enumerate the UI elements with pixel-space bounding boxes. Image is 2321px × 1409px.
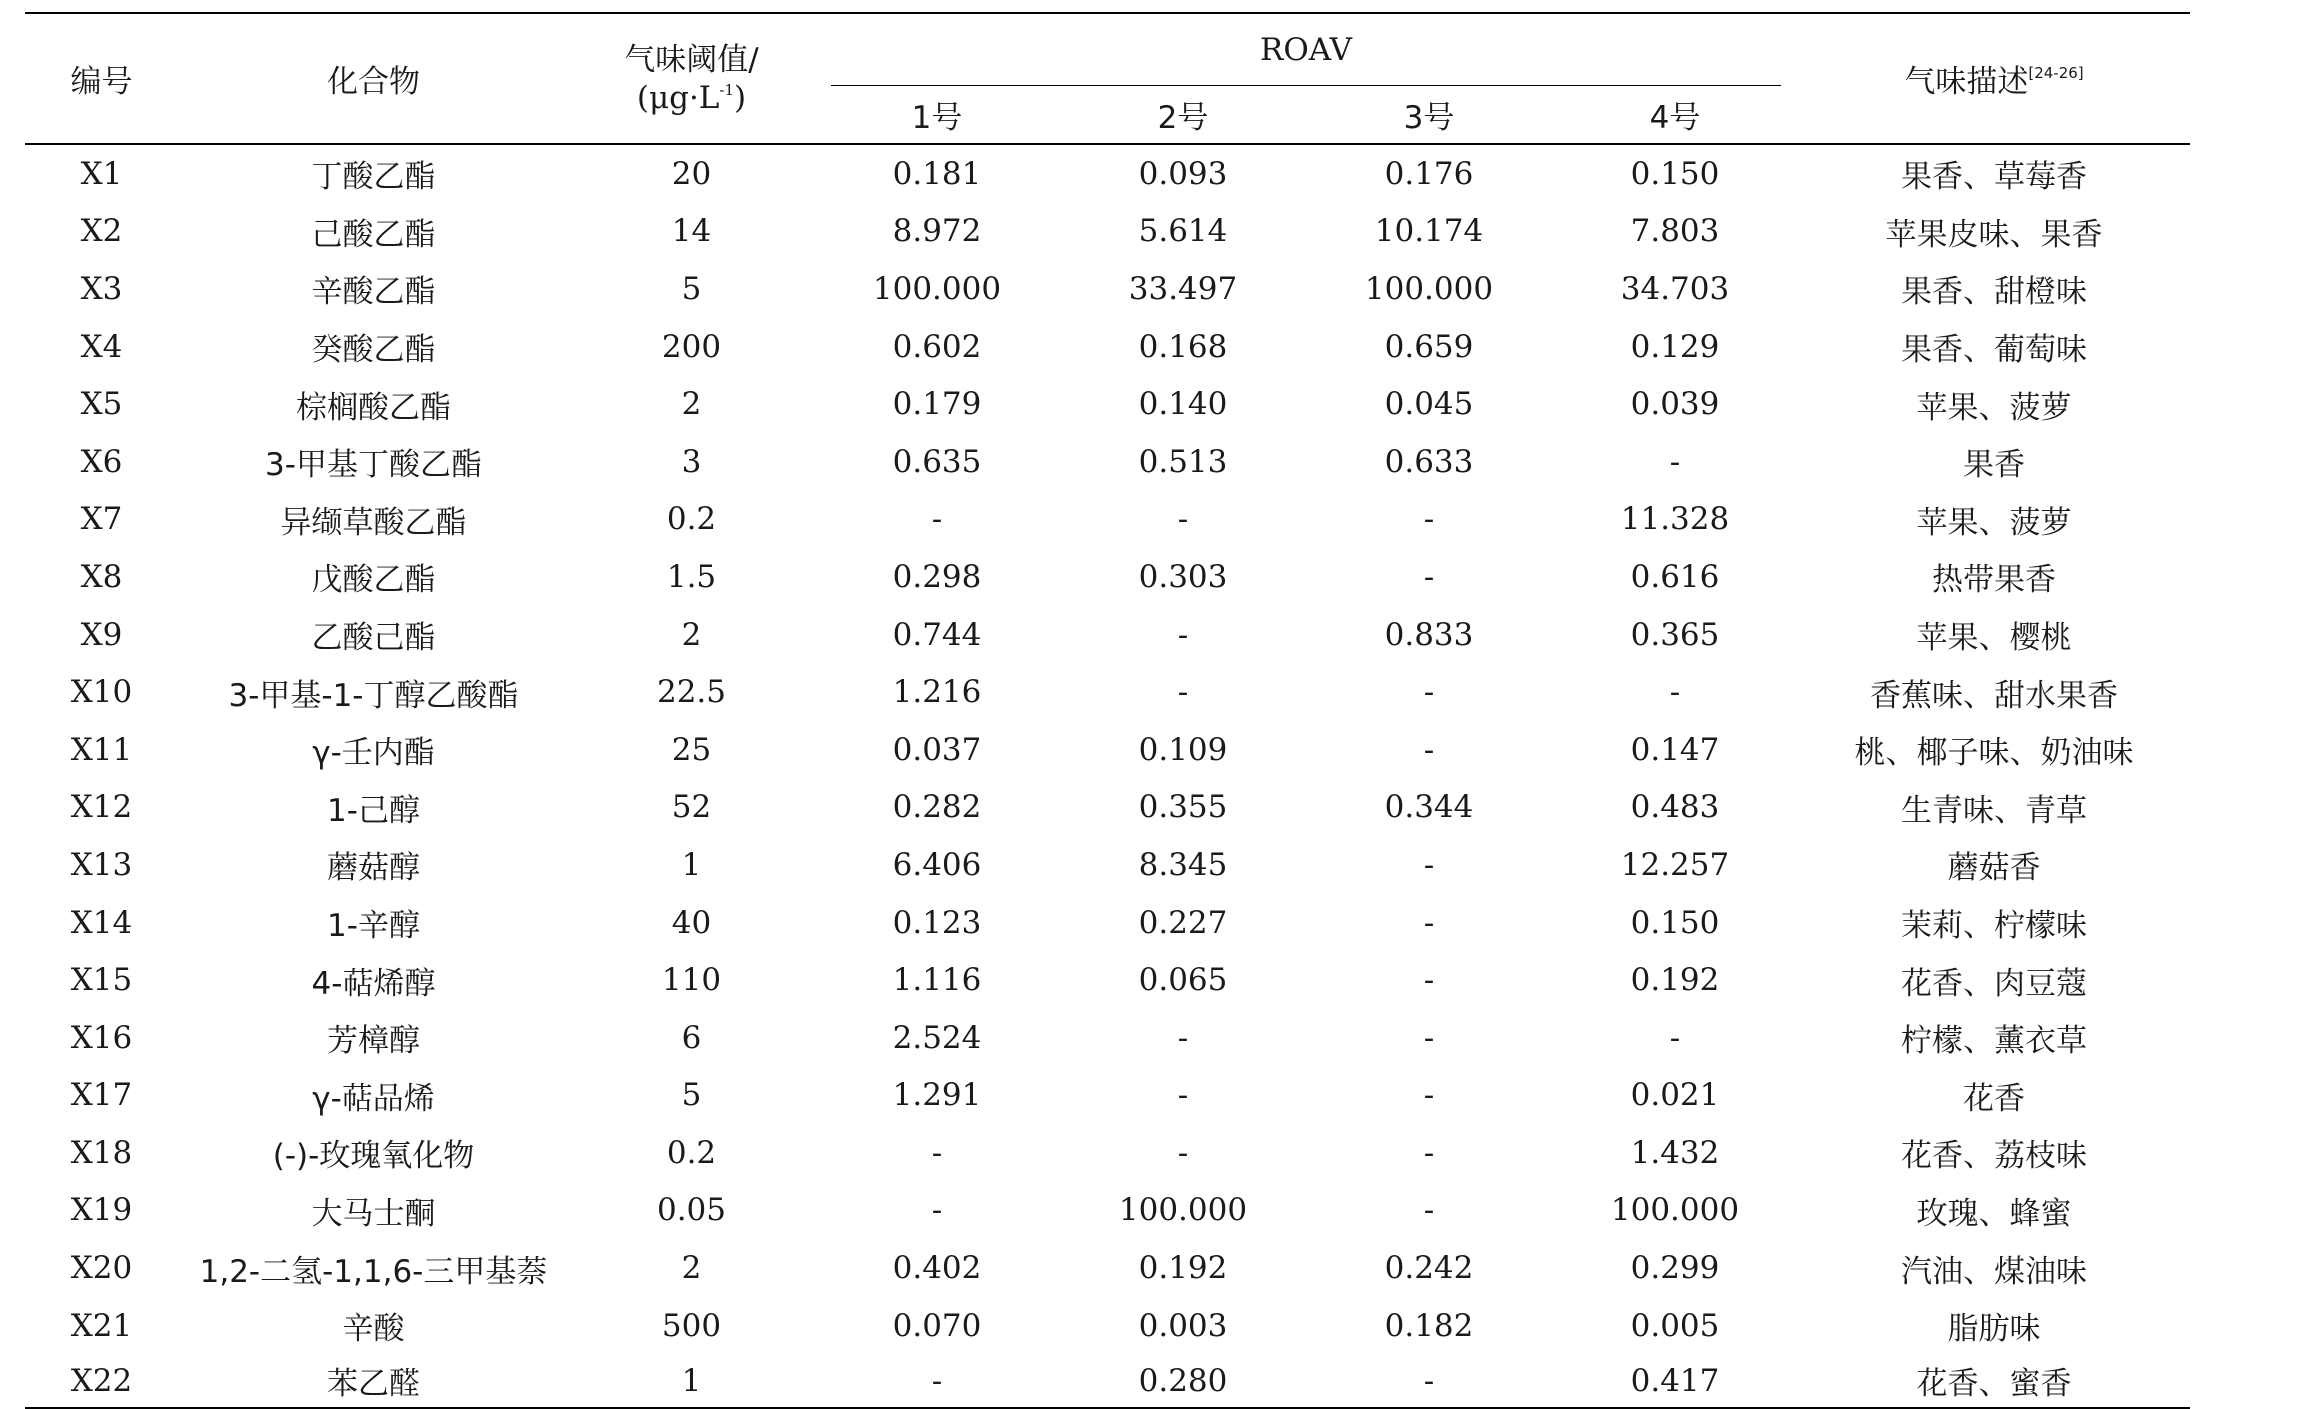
cell-odor: 花香、肉豆蔻 (1901, 965, 2087, 1002)
cell-threshold: 110 (661, 962, 722, 999)
header-id: 编号 (25, 13, 178, 144)
table-row (25, 663, 2190, 721)
cell-roav-2: - (1177, 1019, 1189, 1056)
cell-odor: 柠檬、薰衣草 (1901, 1023, 2087, 1060)
header-roav-rule (831, 85, 1781, 86)
table-row (25, 548, 2190, 606)
cell-roav-4: 0.005 (1630, 1307, 1720, 1344)
cell-id: X14 (70, 904, 133, 941)
cell-roav-3: - (1423, 501, 1435, 538)
cell-roav-3: - (1306, 1354, 1552, 1408)
header-sample-4: 4号 (1552, 86, 1798, 144)
cell-id: X3 (80, 270, 123, 307)
cell-roav-2: 0.280 (1060, 1354, 1306, 1408)
cell-id: X19 (70, 1192, 133, 1229)
cell-roav-3: 10.174 (1374, 213, 1484, 250)
cell-odor: 桃、椰子味、奶油味 (1854, 735, 2134, 772)
cell-roav-1: - (814, 1354, 1060, 1408)
header-sample-3: 3号 (1306, 86, 1552, 144)
cell-odor: 花香、蜜香 (1798, 1354, 2190, 1408)
cell-roav-3: 0.242 (1384, 1250, 1474, 1287)
cell-roav-2: 0.355 (1138, 789, 1228, 826)
table-row (25, 433, 2190, 491)
cell-odor: 果香、甜橙味 (1901, 274, 2087, 311)
cell-roav-3: 0.833 (1384, 616, 1474, 653)
table-row (25, 836, 2190, 894)
cell-roav-3: - (1423, 674, 1435, 711)
cell-roav-2: 100.000 (1118, 1192, 1248, 1229)
cell-roav-1: 0.037 (892, 731, 982, 768)
cell-roav-2: 5.614 (1138, 213, 1228, 250)
cell-roav-4: 0.150 (1630, 155, 1720, 192)
cell-roav-1: - (931, 1192, 943, 1229)
header-odor (1798, 13, 2190, 144)
cell-roav-3: 0.045 (1384, 386, 1474, 423)
cell-id: X8 (80, 558, 123, 595)
cell-roav-2: - (1177, 1134, 1189, 1171)
table-row (25, 1297, 2190, 1355)
cell-roav-1: 0.123 (892, 904, 982, 941)
cell-id: X12 (70, 789, 133, 826)
cell-roav-4: 7.803 (1630, 213, 1720, 250)
cell-roav-1: 6.406 (892, 846, 982, 883)
header-threshold-line2 (569, 79, 814, 117)
cell-compound: 1,2-二氢-1,1,6-三甲基萘 (199, 1253, 548, 1290)
cell-compound: 1-己醇 (327, 792, 420, 829)
cell-threshold: 3 (681, 443, 702, 480)
cell-compound: 异缬草酸乙酯 (280, 504, 467, 541)
cell-roav-1: - (931, 501, 943, 538)
header-odor-label: 气味描述 (1904, 64, 2029, 100)
cell-odor: 生青味、青草 (1901, 792, 2087, 829)
cell-odor: 蘑菇香 (1947, 850, 2041, 887)
table-body (25, 144, 2190, 1408)
cell-roav-3: - (1423, 846, 1435, 883)
cell-compound: γ-壬内酯 (312, 735, 435, 772)
cell-roav-2: - (1177, 616, 1189, 653)
cell-roav-4: 12.257 (1620, 846, 1730, 883)
cell-compound: 辛酸 (342, 1311, 405, 1348)
cell-threshold: 1 (681, 846, 702, 883)
cell-roav-4: 0.039 (1630, 386, 1720, 423)
table-row (25, 894, 2190, 952)
cell-threshold: 2 (681, 616, 702, 653)
cell-odor: 脂肪味 (1947, 1311, 2041, 1348)
cell-roav-1: 1.216 (892, 674, 982, 711)
cell-roav-4: 0.147 (1630, 731, 1720, 768)
cell-compound: 丁酸乙酯 (311, 159, 436, 196)
cell-odor: 花香、荔枝味 (1901, 1138, 2087, 1175)
cell-roav-4: 34.703 (1620, 270, 1730, 307)
cell-compound: 辛酸乙酯 (311, 274, 436, 311)
cell-roav-1: 0.402 (892, 1250, 982, 1287)
cell-roav-4: 11.328 (1620, 501, 1730, 538)
cell-compound: 棕榈酸乙酯 (296, 389, 451, 426)
header-threshold-unit: (μg·L (636, 79, 720, 116)
table-row (25, 375, 2190, 433)
cell-roav-2: 0.513 (1138, 443, 1228, 480)
table-row (25, 144, 2190, 203)
cell-roav-2: 0.065 (1138, 962, 1228, 999)
cell-roav-3: - (1423, 1134, 1435, 1171)
cell-id: X21 (70, 1307, 133, 1344)
header-sample-2: 2号 (1060, 86, 1306, 144)
cell-roav-3: 0.182 (1384, 1307, 1474, 1344)
cell-roav-3: 0.633 (1384, 443, 1474, 480)
cell-roav-3: - (1423, 1019, 1435, 1056)
cell-roav-2: 8.345 (1138, 846, 1228, 883)
cell-roav-2: 0.140 (1138, 386, 1228, 423)
cell-roav-4: 1.432 (1630, 1134, 1720, 1171)
cell-roav-2: - (1177, 1077, 1189, 1114)
header-threshold-close: ) (734, 79, 747, 116)
cell-roav-1: 0.181 (892, 155, 982, 192)
header-odor-ref: [24-26] (2028, 64, 2084, 82)
table-row (25, 606, 2190, 664)
cell-roav-1: 0.282 (892, 789, 982, 826)
cell-roav-3: - (1423, 1192, 1435, 1229)
cell-compound: 戊酸乙酯 (311, 562, 436, 599)
cell-id: X1 (80, 155, 123, 192)
cell-odor: 花香 (1963, 1080, 2025, 1117)
cell-roav-4: - (1669, 443, 1681, 480)
cell-compound: 3-甲基-1-丁醇乙酸酯 (228, 677, 519, 714)
cell-id: X15 (70, 962, 133, 999)
cell-roav-3: - (1423, 558, 1435, 595)
cell-id: X11 (70, 731, 133, 768)
cell-roav-1: 0.298 (892, 558, 982, 595)
cell-id: X13 (70, 846, 133, 883)
cell-compound: 芳樟醇 (327, 1023, 420, 1060)
header-roav: ROAV (1260, 32, 1352, 68)
cell-roav-1: 0.744 (892, 616, 982, 653)
cell-compound: 蘑菇醇 (327, 850, 420, 887)
table-row (25, 491, 2190, 549)
cell-roav-1: 0.635 (892, 443, 982, 480)
cell-threshold: 200 (661, 328, 722, 365)
cell-threshold: 25 (671, 731, 712, 768)
cell-odor: 苹果、樱桃 (1916, 620, 2072, 657)
cell-roav-2: - (1177, 674, 1189, 711)
cell-odor: 玫瑰、蜂蜜 (1916, 1195, 2072, 1232)
cell-odor: 果香、葡萄味 (1901, 332, 2087, 369)
cell-roav-4: 0.417 (1552, 1354, 1798, 1408)
cell-threshold: 52 (671, 789, 712, 826)
cell-roav-4: 0.150 (1630, 904, 1720, 941)
cell-compound: (-)-玫瑰氧化物 (272, 1138, 475, 1175)
cell-roav-2: 0.003 (1138, 1307, 1228, 1344)
table-row (25, 260, 2190, 318)
cell-compound: 乙酸己酯 (311, 620, 436, 657)
cell-roav-1: 1.291 (892, 1077, 982, 1114)
cell-roav-1: 8.972 (892, 213, 982, 250)
cell-odor: 苹果皮味、果香 (1885, 216, 2103, 253)
cell-compound: γ-萜品烯 (312, 1080, 435, 1117)
cell-odor: 热带果香 (1932, 562, 2056, 599)
cell-threshold: 1.5 (666, 558, 717, 595)
cell-threshold: 6 (681, 1019, 702, 1056)
cell-roav-1: 0.070 (892, 1307, 982, 1344)
cell-roav-3: 100.000 (1364, 270, 1494, 307)
cell-id: X7 (80, 501, 123, 538)
roav-table (25, 12, 2190, 1409)
cell-roav-3: - (1423, 904, 1435, 941)
cell-id: X6 (80, 443, 123, 480)
cell-compound: 己酸乙酯 (311, 216, 436, 253)
cell-id: X5 (80, 386, 123, 423)
cell-id: X16 (70, 1019, 133, 1056)
cell-roav-4: - (1669, 674, 1681, 711)
table-row (25, 1124, 2190, 1182)
cell-compound: 3-甲基丁酸乙酯 (265, 447, 482, 484)
cell-threshold: 2 (681, 1250, 702, 1287)
table-row (25, 1239, 2190, 1297)
cell-threshold: 22.5 (656, 674, 727, 711)
table-header (25, 13, 2190, 144)
cell-roav-2: 0.093 (1138, 155, 1228, 192)
cell-id: X4 (80, 328, 123, 365)
cell-roav-2: 0.168 (1138, 328, 1228, 365)
table-row (25, 1354, 2190, 1408)
cell-roav-4: 0.616 (1630, 558, 1720, 595)
cell-id: X2 (80, 213, 123, 250)
cell-roav-3: - (1423, 962, 1435, 999)
cell-roav-3: - (1423, 1077, 1435, 1114)
cell-id: X20 (70, 1250, 133, 1287)
table-row (25, 1182, 2190, 1240)
cell-roav-1: 0.602 (892, 328, 982, 365)
table-row (25, 1009, 2190, 1067)
cell-roav-4: 0.192 (1630, 962, 1720, 999)
table-row (25, 318, 2190, 376)
cell-roav-2: 0.109 (1138, 731, 1228, 768)
cell-roav-1: 100.000 (872, 270, 1002, 307)
header-row-top (25, 13, 2190, 86)
header-threshold-line1: 气味阈值/ (624, 41, 759, 78)
table-row (25, 951, 2190, 1009)
cell-roav-1: 1.116 (892, 962, 982, 999)
table-row (25, 779, 2190, 837)
cell-roav-1: - (931, 1134, 943, 1171)
cell-roav-2: - (1177, 501, 1189, 538)
cell-odor: 香蕉味、甜水果香 (1870, 677, 2118, 714)
cell-id: X10 (70, 674, 133, 711)
cell-roav-4: 0.483 (1630, 789, 1720, 826)
cell-odor: 茉莉、柠檬味 (1901, 908, 2087, 945)
cell-roav-3: - (1423, 731, 1435, 768)
cell-roav-4: 0.021 (1630, 1077, 1720, 1114)
header-threshold-sup: -1 (719, 80, 735, 99)
cell-compound: 1-辛醇 (327, 908, 420, 945)
cell-compound: 4-萜烯醇 (311, 965, 436, 1002)
cell-roav-2: 0.192 (1138, 1250, 1228, 1287)
cell-roav-4: 0.365 (1630, 616, 1720, 653)
cell-id: X17 (70, 1077, 133, 1114)
cell-roav-3: 0.659 (1384, 328, 1474, 365)
cell-threshold: 1 (569, 1354, 814, 1408)
header-compound: 化合物 (178, 13, 569, 144)
header-roav-group (814, 13, 1798, 86)
table-row (25, 721, 2190, 779)
header-sample-1: 1号 (814, 86, 1060, 144)
cell-threshold: 2 (681, 386, 702, 423)
cell-roav-2: 33.497 (1128, 270, 1238, 307)
cell-roav-2: 0.303 (1138, 558, 1228, 595)
cell-odor: 汽油、煤油味 (1901, 1253, 2087, 1290)
cell-threshold: 20 (671, 155, 712, 192)
cell-roav-4: - (1669, 1019, 1681, 1056)
header-threshold (569, 13, 814, 144)
cell-threshold: 0.2 (666, 501, 717, 538)
cell-threshold: 14 (671, 213, 712, 250)
cell-odor: 果香 (1963, 447, 2025, 484)
table-row (25, 1067, 2190, 1125)
cell-odor: 苹果、菠萝 (1916, 389, 2072, 426)
table-row (25, 203, 2190, 261)
cell-odor: 苹果、菠萝 (1916, 504, 2072, 541)
cell-roav-3: 0.344 (1384, 789, 1474, 826)
cell-threshold: 5 (681, 1077, 702, 1114)
cell-id: X22 (25, 1354, 178, 1408)
cell-compound: 癸酸乙酯 (311, 332, 436, 369)
cell-roav-3: 0.176 (1384, 155, 1474, 192)
cell-id: X18 (70, 1134, 133, 1171)
cell-compound: 苯乙醛 (178, 1354, 569, 1408)
cell-threshold: 5 (681, 270, 702, 307)
cell-threshold: 0.2 (666, 1134, 717, 1171)
cell-roav-4: 0.299 (1630, 1250, 1720, 1287)
cell-odor: 果香、草莓香 (1901, 159, 2087, 196)
cell-threshold: 40 (671, 904, 712, 941)
cell-roav-1: 0.179 (892, 386, 982, 423)
cell-id: X9 (80, 616, 123, 653)
cell-threshold: 500 (661, 1307, 722, 1344)
cell-roav-4: 0.129 (1630, 328, 1720, 365)
cell-compound: 大马士酮 (311, 1195, 436, 1232)
cell-roav-1: 2.524 (892, 1019, 982, 1056)
cell-threshold: 0.05 (656, 1192, 727, 1229)
cell-roav-4: 100.000 (1610, 1192, 1740, 1229)
cell-roav-2: 0.227 (1138, 904, 1228, 941)
